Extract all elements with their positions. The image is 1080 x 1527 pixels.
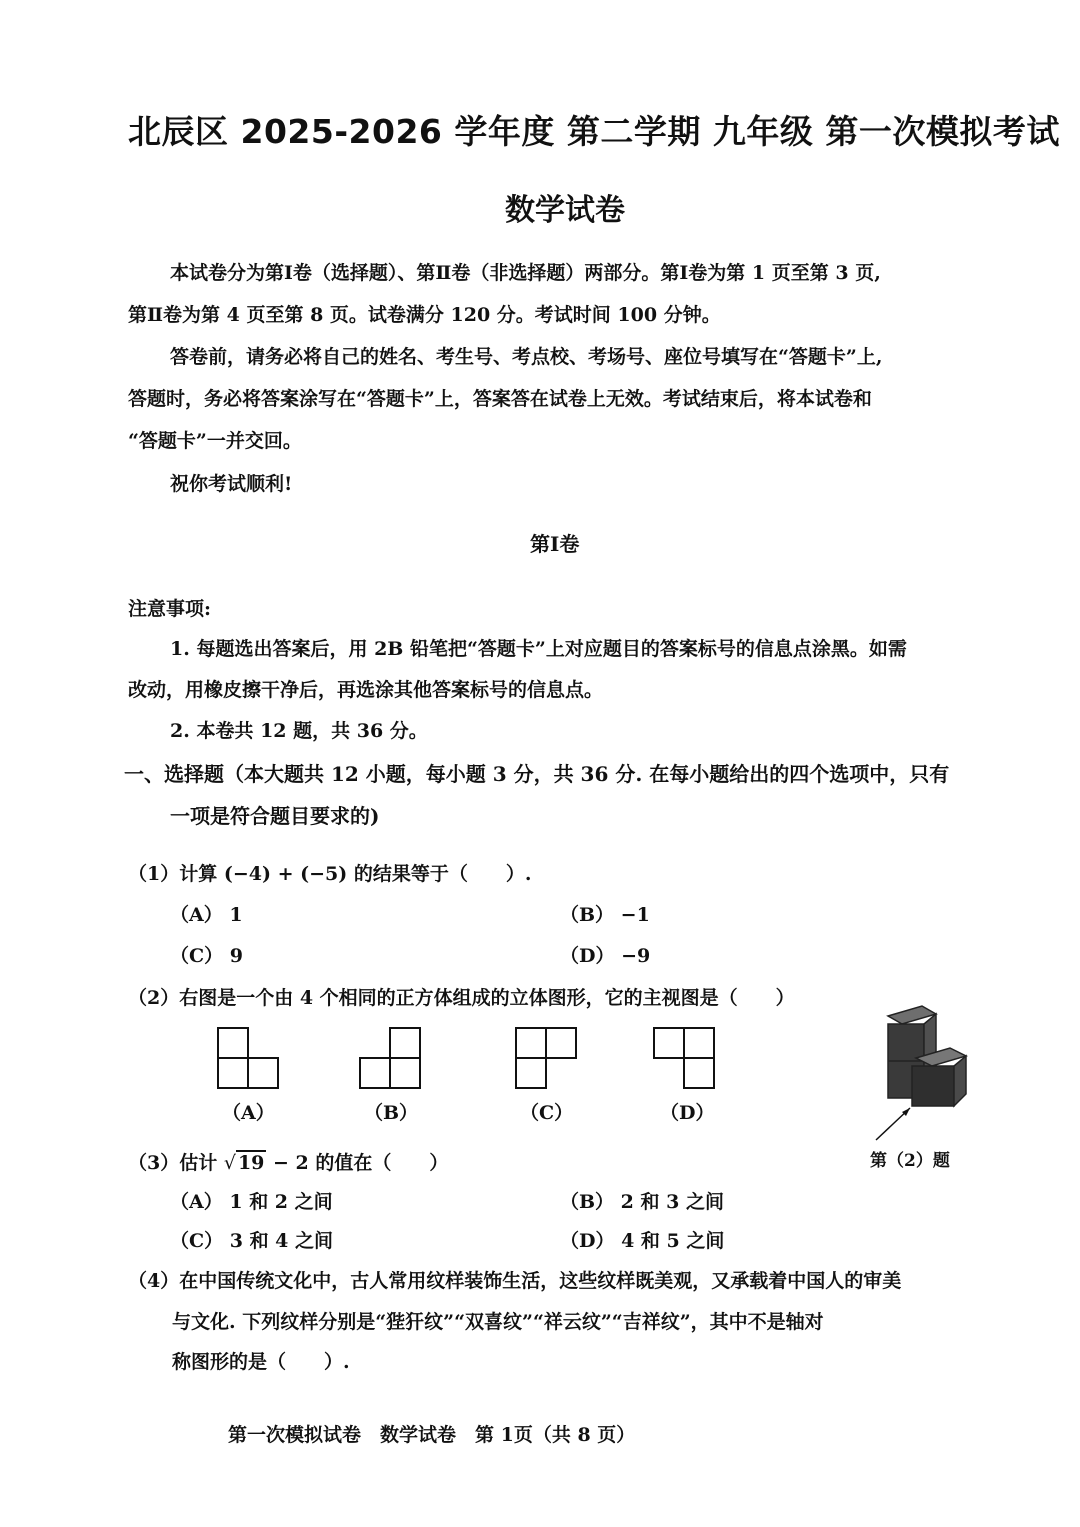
q3-stem-post: − 2 的值在（ ） [266,1152,449,1174]
wish-text: 祝你考试顺利! [170,473,293,495]
intro-line: “答题卡”一并交回。 [128,430,302,452]
intro-line: 答卷前，请务必将自己的姓名、考生号、考点校、考场号、座位号填写在“答题卡”上, [170,346,883,368]
q1-option-d: （D） −9 [560,945,651,967]
q2-figure-caption: 第（2）题 [870,1151,950,1171]
q3-radicand: 19 [237,1152,265,1174]
intro-line: 本试卷分为第Ⅰ卷（选择题）、第Ⅱ卷（非选择题）两部分。第Ⅰ卷为第 1 页至第 3 页, [170,262,881,284]
exam-title: 北辰区 2025-2026 学年度 第二学期 九年级 第一次模拟考试 [128,112,1060,151]
q2-option-c-figure [514,1026,580,1092]
notes-title: 注意事项: [128,598,212,620]
section-heading: 第Ⅰ卷 [530,532,580,556]
page-footer: 第一次模拟试卷 数学试卷 第 1页（共 8 页） [228,1424,636,1446]
q2-option-d-figure [652,1026,718,1092]
q2-option-d-label: （D） [660,1102,715,1124]
q2-option-a-figure [216,1026,282,1092]
question-4-line: 称图形的是（ ）. [172,1351,350,1373]
q3-option-c: （C） 3 和 4 之间 [170,1230,334,1252]
q2-option-a-label: （A） [222,1102,275,1124]
part-heading: 一、选择题（本大题共 12 小题，每小题 3 分，共 36 分. 在每小题给出的四个选项中，只有 [124,762,950,786]
exam-subtitle: 数学试卷 [505,193,625,228]
question-1-stem: （1）计算 (−4) + (−5) 的结果等于（ ）. [128,863,532,885]
q3-option-b: （B） 2 和 3 之间 [560,1191,724,1213]
question-2-stem: （2）右图是一个由 4 个相同的正方体组成的立体图形，它的主视图是（ ） [128,987,795,1009]
q1-option-b: （B） −1 [560,904,650,926]
intro-line: 第Ⅱ卷为第 4 页至第 8 页。试卷满分 120 分。考试时间 100 分钟。 [128,304,721,326]
q1-option-c: （C） 9 [170,945,243,967]
note-line: 改动，用橡皮擦干净后，再选涂其他答案标号的信息点。 [128,679,604,701]
q2-option-c-label: （C） [520,1102,574,1124]
question-4-line: （4）在中国传统文化中，古人常用纹样装饰生活，这些纹样既美观，又承载着中国人的审美 [128,1270,902,1292]
q2-option-b-figure [358,1026,424,1092]
part-heading: 一项是符合题目要求的) [170,804,380,828]
question-3-stem [128,1148,448,1175]
sqrt-sign: √ [223,1152,236,1174]
q2-option-b-label: （B） [364,1102,419,1124]
intro-line: 答题时，务必将答案涂写在“答题卡”上，答案答在试卷上无效。考试结束后，将本试卷和 [128,388,872,410]
note-line: 1. 每题选出答案后，用 2B 铅笔把“答题卡”上对应题目的答案标号的信息点涂黑。如需 [170,638,907,660]
question-4-line: 与文化. 下列纹样分别是“狴犴纹”“双喜纹”“祥云纹”“吉祥纹”，其中不是轴对 [172,1311,824,1333]
q3-option-d: （D） 4 和 5 之间 [560,1230,725,1252]
q3-stem-pre: （3）估计 [128,1152,224,1174]
q3-option-a: （A） 1 和 2 之间 [170,1191,333,1213]
q1-option-a: （A） 1 [170,904,243,926]
note-line: 2. 本卷共 12 题，共 36 分。 [170,720,428,742]
q2-solid-figure [866,1000,986,1148]
